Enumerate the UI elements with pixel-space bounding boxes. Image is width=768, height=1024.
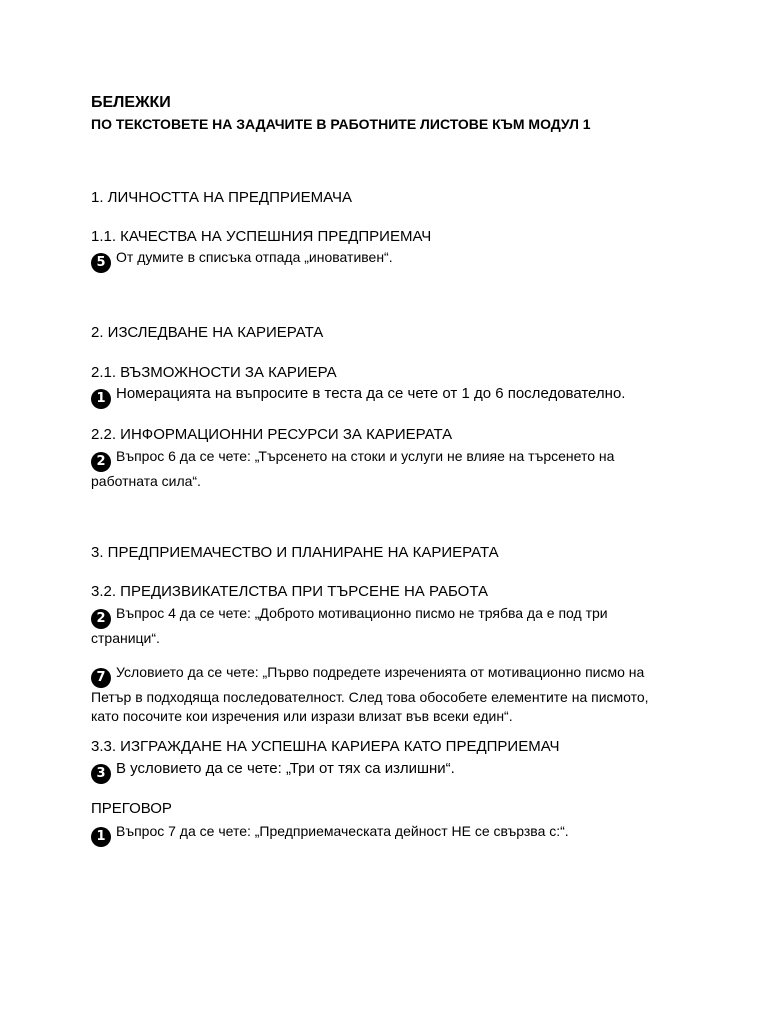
- document-subtitle: ПО ТЕКСТОВЕТЕ НА ЗАДАЧИТЕ В РАБОТНИТЕ ЛИСТОВЕ КЪМ МОДУЛ 1: [91, 116, 591, 132]
- subsection-heading-2-2: 2.2. ИНФОРМАЦИОННИ РЕСУРСИ ЗА КАРИЕРАТА: [91, 426, 453, 443]
- number-3-icon: 3: [91, 764, 111, 784]
- subsection-heading-3-2: 3.2. ПРЕДИЗВИКАТЕЛСТВА ПРИ ТЪРСЕНЕ НА РАБОТА: [91, 583, 488, 600]
- number-1-icon: 1: [91, 827, 111, 847]
- note-3-3-a: [91, 759, 671, 784]
- note-text: Въпрос 4 да се чете: „Доброто мотивационно писмо не трябва да е под три страници“.: [91, 605, 608, 646]
- section-heading-3: 3. ПРЕДПРИЕМАЧЕСТВО И ПЛАНИРАНЕ НА КАРИЕРАТА: [91, 544, 499, 561]
- subsection-heading-2-1: 2.1. ВЪЗМОЖНОСТИ ЗА КАРИЕРА: [91, 364, 337, 381]
- note-review-a: [91, 822, 671, 847]
- number-7-icon: 7: [91, 668, 111, 688]
- note-3-2-a: [91, 604, 671, 648]
- note-2-2-a: [91, 447, 671, 491]
- number-2-icon: 2: [91, 609, 111, 629]
- note-2-1-a: [91, 384, 671, 409]
- note-1-1-a: [91, 248, 671, 273]
- note-text: Номерацията на въпросите в теста да се чете от 1 до 6 последователно.: [116, 385, 626, 402]
- document-title: БЕЛЕЖКИ: [91, 94, 171, 111]
- number-2-icon: 2: [91, 452, 111, 472]
- section-heading-2: 2. ИЗСЛЕДВАНЕ НА КАРИЕРАТА: [91, 324, 324, 341]
- note-text: Условието да се чете: „Първо подредете изреченията от мотивационно писмо на Петър в подходяща последователност. След това обособете елементите на писмото, като посочите кои изречения или изрази влизат във всеки един“.: [91, 664, 649, 724]
- subsection-heading-3-3: 3.3. ИЗГРАЖДАНЕ НА УСПЕШНА КАРИЕРА КАТО ПРЕДПРИЕМАЧ: [91, 738, 560, 755]
- review-heading: ПРЕГОВОР: [91, 800, 172, 817]
- note-text: Въпрос 6 да се чете: „Търсенето на стоки и услуги не влияе на търсенето на работната сила“.: [91, 448, 615, 489]
- note-3-2-b: [91, 663, 671, 726]
- note-text: От думите в списъка отпада „иновативен“.: [116, 249, 393, 265]
- number-1-icon: 1: [91, 389, 111, 409]
- note-text: В условието да се чете: „Три от тях са излишни“.: [116, 760, 455, 777]
- subsection-heading-1-1: 1.1. КАЧЕСТВА НА УСПЕШНИЯ ПРЕДПРИЕМАЧ: [91, 228, 432, 245]
- number-5-icon: 5: [91, 253, 111, 273]
- note-text: Въпрос 7 да се чете: „Предприемаческата дейност НЕ се свързва с:“.: [116, 823, 569, 839]
- section-heading-1: 1. ЛИЧНОСТТА НА ПРЕДПРИЕМАЧА: [91, 189, 352, 206]
